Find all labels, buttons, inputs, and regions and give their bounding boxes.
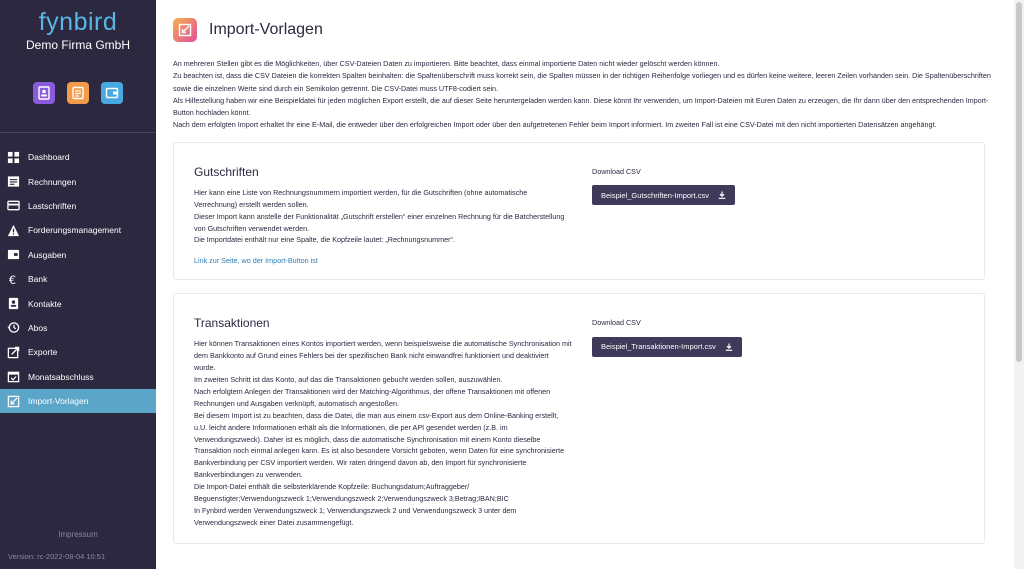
sidebar-nav [0, 145, 156, 413]
card-description [194, 187, 572, 247]
card-gutschriften [173, 142, 985, 281]
import-page-link[interactable]: Link zur Seite, wo der Import-Button ist [194, 256, 318, 266]
download-section [592, 165, 735, 266]
sidebar-item-label: Import-Vorlagen [28, 396, 89, 407]
card-paragraph: Dieser Import kann anstelle der Funktionalität „Gutschrift erstellen“ einer einzelnen Rechnung für die Batcherstellung von Gutschriften verwendet werden. [194, 211, 565, 233]
import-icon [6, 394, 20, 408]
sidebar-item-kontakte[interactable] [0, 291, 156, 315]
card-paragraph: Hier kann eine Liste von Rechnungsnummern importiert werden, für die Gutschriften (ohne automatische Verrechnung) erstellt werden sollen. [194, 187, 528, 209]
download-icon [725, 343, 733, 351]
page-header [173, 14, 997, 46]
card-paragraph: Die Import-Datei enthält die selbsterklärende Kopfzeile: Buchungsdatum;Auftraggeber/ Beguenstigter;Verwendungszweck 1;Verwendungszweck 2;Verwendungszweck 3;Betrag;IBAN;BIC [194, 482, 509, 504]
sidebar-item-label: Lastschriften [28, 200, 77, 211]
card-transaktionen [173, 293, 985, 544]
page-scrollbar[interactable] [1014, 0, 1024, 569]
sidebar-item-abos[interactable] [0, 316, 156, 340]
sidebar-item-monatsabschluss[interactable] [0, 365, 156, 389]
credit-card-icon [6, 199, 20, 213]
card-paragraph: Nach erfolgtem Anlegen der Transaktionen wird der Matching-Algorithmus, der offene Transaktionen mit offenen Rechnungen und Ausgaben verknüpft, automatisch angestoßen. [194, 386, 551, 408]
intro-paragraph: Nach dem erfolgten Import erhaltet Ihr eine E-Mail, die entweder über den erfolgreichen Import oder über den aufgetretenen Fehler beim Import informiert. Im zweiten Fall ist eine CSV-Datei mit den nicht importierten Datensätzen angehängt. [173, 120, 937, 130]
intro-paragraph: Als Hilfestellung haben wir eine Beispieldatei für jeden möglichen Export erstellt, die auf dieser Seite heruntergeladen werden kann. Diese könnt Ihr verwenden, um Import-Dateien mit Euren Daten zu erzeugen, die Ihr dann über den entsprechenden Import-Button hochladen könnt. [173, 95, 989, 118]
dashboard-icon [6, 150, 20, 164]
card-paragraph: Hier können Transaktionen eines Kontos importiert werden, wenn beispielsweise die automatische Synchronisation mit dem Bankkonto auf Grund eines Fehlers bei der spezifischen Bank nicht einwandfrei funktioniert und deaktiviert wurde. [194, 339, 572, 373]
company-name[interactable]: Demo Firma GmbH [25, 38, 130, 52]
download-section [592, 316, 742, 529]
sidebar-item-ausgaben[interactable] [0, 243, 156, 267]
sidebar-item-rechnungen[interactable] [0, 169, 156, 193]
contact-card-icon[interactable] [33, 82, 55, 104]
sidebar-item-label: Ausgaben [28, 249, 67, 260]
card-paragraph: Die Importdatei enthält nur eine Spalte, die Kopfzeile lautet: „Rechnungsnummer“. [194, 235, 455, 245]
quick-actions [0, 72, 156, 114]
contact-icon [6, 297, 20, 311]
version-info: Version: rc-2022-08-04 10:51 [8, 552, 106, 561]
export-icon [6, 345, 20, 359]
sidebar-divider [0, 132, 156, 133]
download-transaktionen-button[interactable] [592, 337, 742, 357]
brand-logo[interactable]: fynbird [38, 8, 118, 36]
download-icon [718, 191, 726, 199]
sidebar-item-label: Bank [28, 274, 48, 285]
intro-paragraph: Zu beachten ist, dass die CSV Dateien die korrekten Spalten beinhalten: die Spaltenüberschrift muss korrekt sein, die Spalten müssen in der richtigen Reihenfolge vorliegen und es dürfen keine weitere, leeren Zeilen vorhanden sein. Die Spaltenüberschriften sowie die einzelnen Werte sind durch ein Semikolon getrennt. Die CSV-Datei muss UTF8-codiert sein. [173, 71, 991, 93]
card-body [194, 316, 572, 529]
sidebar-item-label: Abos [28, 322, 48, 333]
wallet-icon [6, 248, 20, 262]
download-label: Download CSV [592, 166, 641, 176]
document-icon[interactable] [67, 82, 89, 104]
card-paragraph: In Fynbird werden Verwendungszweck 1; Verwendungszweck 2 und Verwendungszweck 3 unter dem Verwendungszweck einer Datei zusammengefügt. [194, 506, 517, 527]
sidebar-item-label: Monatsabschluss [28, 371, 94, 382]
scrollbar-thumb[interactable] [1016, 2, 1022, 362]
sidebar-item-lastschriften[interactable] [0, 194, 156, 218]
card-description [194, 338, 572, 529]
download-label: Download CSV [592, 318, 641, 328]
sidebar-item-forderungsmanagement[interactable] [0, 218, 156, 242]
sidebar-item-label: Forderungsmanagement [28, 225, 122, 236]
wallet-icon[interactable] [101, 82, 123, 104]
warning-icon [6, 223, 20, 237]
download-button-label: Beispiel_Gutschriften-Import.csv [601, 190, 709, 200]
sidebar-item-exporte[interactable] [0, 340, 156, 364]
svg-text:€: € [8, 273, 16, 286]
impressum-link[interactable]: Impressum [58, 530, 98, 539]
card-body [194, 165, 572, 266]
history-icon [6, 321, 20, 335]
invoice-icon [6, 175, 20, 189]
import-icon [173, 18, 197, 42]
intro-paragraph: An mehreren Stellen gibt es die Möglichkeiten, über CSV-Dateien Daten zu importieren. Bitte beachtet, dass einmal importierte Daten nicht wieder gelöscht werden können. [173, 59, 720, 68]
sidebar-item-label: Dashboard [28, 152, 70, 163]
download-gutschriften-button[interactable] [592, 185, 735, 205]
page-title: Import-Vorlagen [209, 21, 323, 38]
sidebar-item-label: Rechnungen [28, 176, 77, 187]
card-title: Transaktionen [194, 316, 270, 331]
sidebar-item-label: Exporte [28, 347, 58, 358]
euro-icon [6, 272, 20, 286]
card-title: Gutschriften [194, 164, 259, 179]
sidebar-item-dashboard[interactable] [0, 145, 156, 169]
brand [0, 0, 156, 52]
intro-text [173, 58, 993, 132]
download-button-label: Beispiel_Transaktionen-Import.csv [601, 342, 716, 352]
card-paragraph: Im zweiten Schritt ist das Konto, auf das die Transaktionen gebucht werden sollen, auszuwählen. [194, 375, 503, 385]
calendar-check-icon [6, 370, 20, 384]
sidebar-item-bank[interactable] [0, 267, 156, 291]
sidebar [0, 0, 156, 569]
sidebar-item-label: Kontakte [28, 298, 62, 309]
main-content [156, 0, 1014, 569]
card-paragraph: Bei diesem Import ist zu beachten, dass die Datei, die man aus einem csv-Export aus dem Online-Banking erstellt, u.U. leicht andere Informationen erhält als die Informationen, die per API gesendet werden (z.B. im Verwendungszweck). Daher ist es möglich, dass die automatische Synchronisation mit einem Konto dieselbe Transaktion noch einmal anlegen kann. Es ist also besondere Vorsicht geboten, wenn Daten für eine synchronisierte Bankverbindung per CSV importiert werden. Wir raten dringend davon ab, den Import für synchronisierte Bankverbindungen zu verwenden. [194, 410, 565, 480]
sidebar-item-import-vorlagen[interactable] [0, 389, 156, 413]
